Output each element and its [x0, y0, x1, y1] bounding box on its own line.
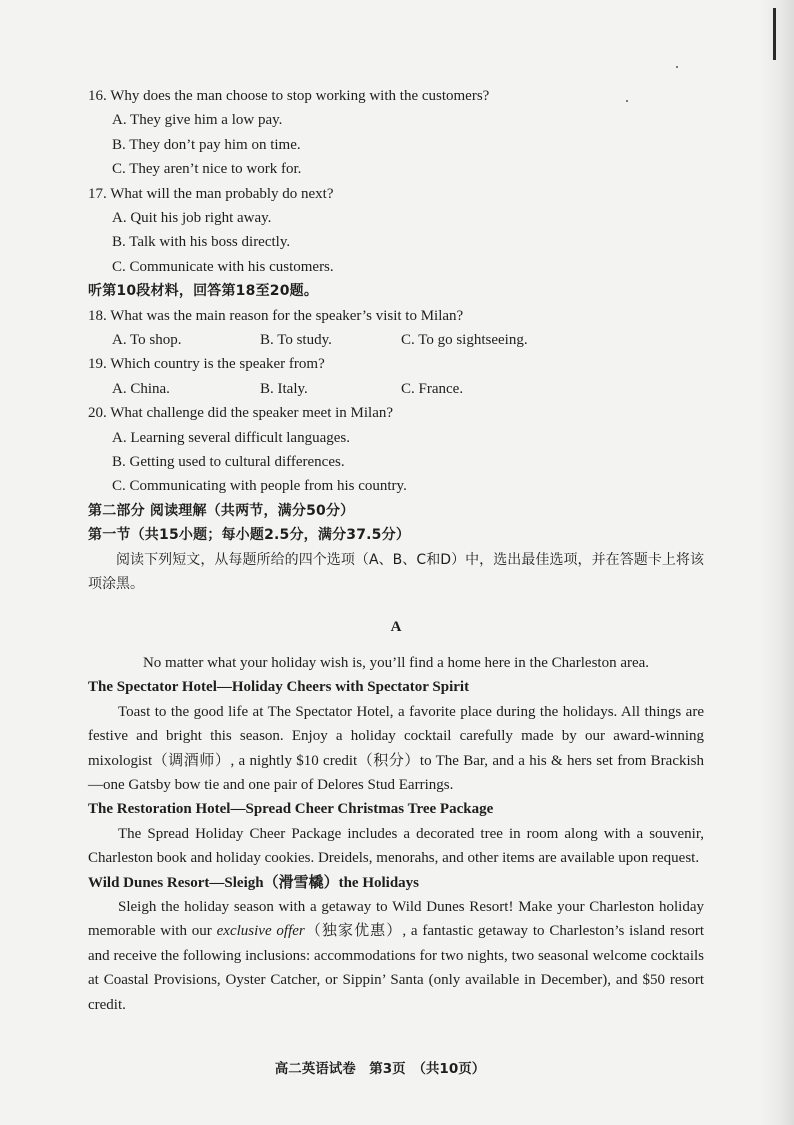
question-17-option-b: B. Talk with his boss directly. [112, 234, 291, 251]
question-20-option-b: B. Getting used to cultural differences. [112, 454, 345, 471]
question-16-option-a: A. They give him a low pay. [112, 112, 283, 129]
question-16-stem: 16. Why does the man choose to stop working with the customers? [88, 88, 490, 104]
page-edge-shadow [760, 0, 794, 1125]
restoration-hotel-heading: The Restoration Hotel—Spread Cheer Christmas Tree Package [88, 801, 494, 818]
question-17-option-a: A. Quit his job right away. [112, 210, 272, 227]
question-19-options [88, 377, 704, 401]
wild-dunes-heading: Wild Dunes Resort—Sleigh（滑雪橇）the Holidays [88, 874, 420, 891]
section-1-heading: 第一节（共15小题；每小题2.5分，满分37.5分） [88, 527, 411, 544]
speck [676, 66, 678, 68]
question-18-option-b: B. To study. [260, 332, 332, 349]
wild-dunes-body [88, 895, 704, 1017]
question-20-option-a: A. Learning several difficult languages. [112, 429, 350, 446]
binding-mark [773, 8, 776, 60]
question-18-option-c: C. To go sightseeing. [401, 332, 528, 349]
passage-letter: A [390, 618, 402, 635]
passage-intro: No matter what your holiday wish is, you’ll find a home here in the Charleston area. [142, 654, 650, 671]
question-19-option-c: C. France. [401, 380, 464, 397]
question-20-option-c: C. Communicating with people from his country. [112, 478, 407, 495]
page-footer: 高二英语试卷 第3页 （共10页） [274, 1061, 486, 1077]
spectator-hotel-body: Toast to the good life at The Spectator Hotel, a favorite place during the holidays. All things are festive and bright this season. Enjoy a holiday cocktail carefully made by our award-winning mixologist（调酒师）, a nightly $10 credit（积分）to The Bar, and a his & hers set from Brackish—one Gatsby bow tie and one pair of Delores Stud Earrings. [88, 703, 704, 793]
question-18-stem: 18. What was the main reason for the speaker’s visit to Milan? [88, 307, 464, 324]
restoration-hotel-body: The Spread Holiday Cheer Package includes a decorated tree in room along with a souvenir, Charleston book and holiday cookies. Dreidels, menorahs, and other items are available upon request. [88, 825, 704, 867]
question-19-stem: 19. Which country is the speaker from? [88, 356, 325, 373]
question-17-stem: 17. What will the man probably do next? [88, 185, 334, 202]
question-17-option-c: C. Communicate with his customers. [112, 258, 334, 275]
wild-dunes-body-end: （独家优惠）, a fantastic getaway to Charleston’s island resort and receive the following inclusions: accommodations for two nights, two seasonal welcome cocktails at Coastal Provisions, Oyster Catcher, or Sippin’ Santa (only available in December), and $50 resort credit. [88, 923, 704, 1013]
exam-page-content [88, 84, 704, 1017]
wild-dunes-exclusive-offer: exclusive offer [216, 923, 305, 940]
question-16-option-c: C. They aren’t nice to work for. [112, 161, 302, 178]
question-18-option-a: A. To shop. [112, 332, 182, 349]
material-10-heading: 听第10段材料，回答第18至20题。 [88, 283, 319, 300]
reading-instruction: 阅读下列短文，从每题所给的四个选项（A、B、C和D）中，选出最佳选项，并在答题卡上将该项涂黑。 [88, 551, 704, 593]
spectator-hotel-heading: The Spectator Hotel—Holiday Cheers with Spectator Spirit [88, 679, 470, 696]
question-20-stem: 20. What challenge did the speaker meet in Milan? [88, 405, 394, 422]
question-19-option-a: A. China. [112, 380, 170, 397]
part-2-heading: 第二部分 阅读理解（共两节，满分50分） [88, 502, 355, 519]
question-18-options [88, 328, 704, 352]
wild-dunes-body-start: Sleigh the holiday season with a getaway to Wild Dunes Resort! Make your Charleston holiday memorable with our [88, 898, 704, 940]
question-16-option-b: B. They don’t pay him on time. [112, 136, 301, 153]
question-19-option-b: B. Italy. [260, 380, 308, 397]
